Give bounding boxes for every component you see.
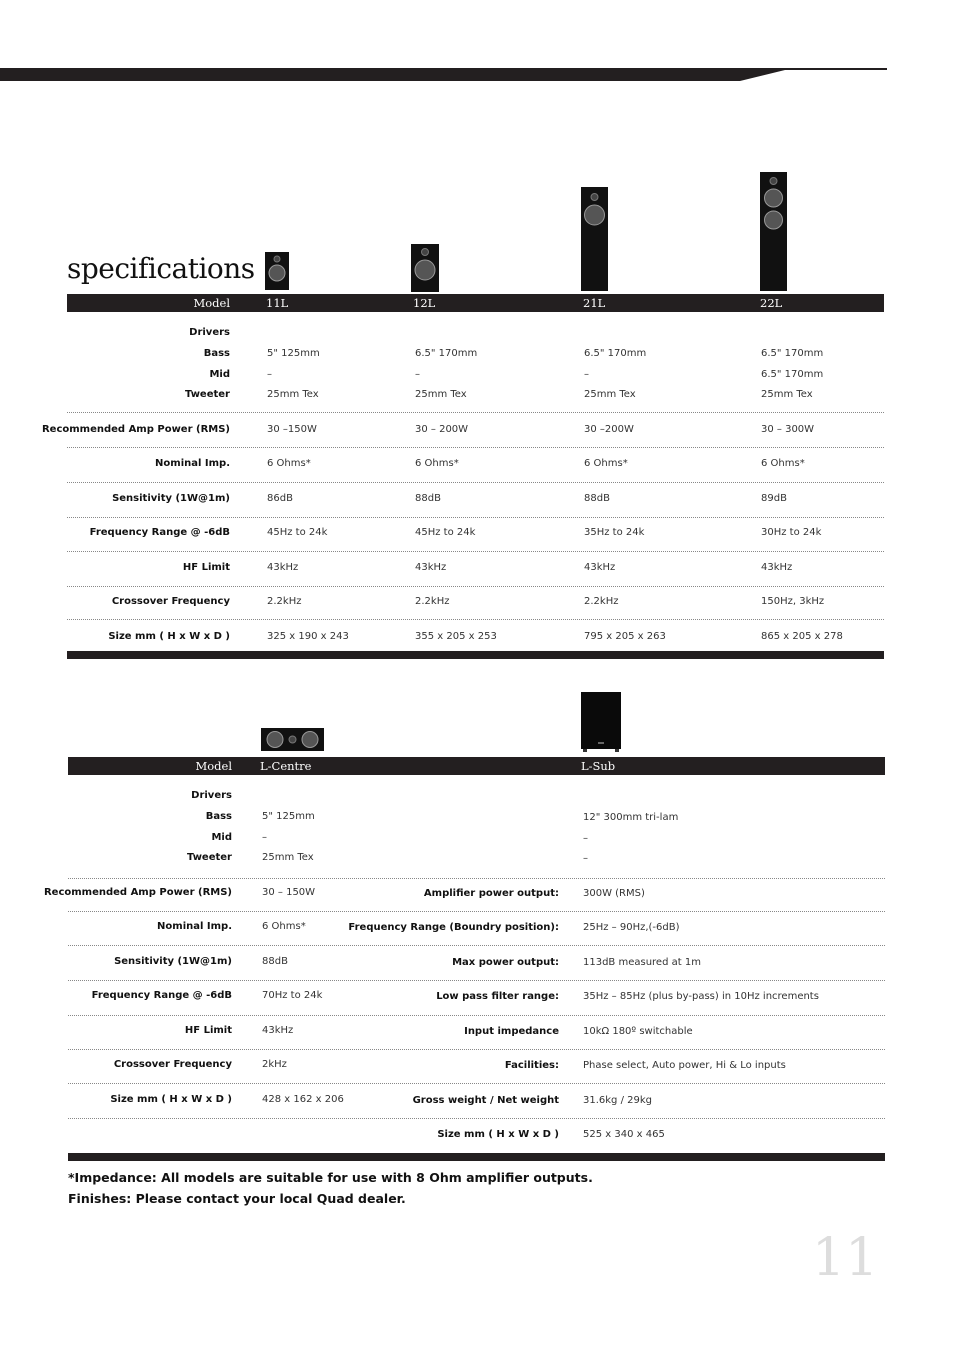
table1-row-label: Mid (209, 369, 230, 380)
speaker-lcentre-image (261, 728, 324, 751)
row-divider (67, 551, 884, 552)
table2-row-label: Size mm ( H x W x D ) (110, 1094, 232, 1105)
lsub-row-label: Frequency Range (Boundry position): (348, 922, 559, 933)
table2-row-label: Frequency Range @ -6dB (91, 990, 232, 1001)
lcentre-cell: 70Hz to 24k (262, 990, 323, 1001)
table1-cell: 30 –150W (267, 424, 317, 435)
drivers-label-2: Drivers (191, 790, 232, 801)
lsub-cell: – (583, 853, 588, 864)
model-label: Model (193, 296, 230, 310)
model-lsub: L-Sub (581, 759, 616, 773)
table1-header (67, 294, 884, 312)
lsub-cell: 525 x 340 x 465 (583, 1129, 665, 1140)
table1-cell: 30 – 200W (415, 424, 469, 435)
table1-cell: 6.5" 170mm (584, 348, 647, 359)
model-12l: 12L (413, 296, 436, 310)
table1-cell: 795 x 205 x 263 (584, 631, 666, 642)
table2-row-label: Nominal Imp. (157, 921, 232, 932)
table1-cell: 88dB (584, 493, 610, 504)
table1-cell: 5" 125mm (267, 348, 320, 359)
table1-cell: – (584, 369, 589, 380)
table1-cell: 25mm Tex (415, 389, 467, 400)
lcentre-cell: 43kHz (262, 1025, 294, 1036)
model-label-2: Model (195, 759, 232, 773)
row-divider (67, 586, 884, 587)
lsub-cell: 10kΩ 180º switchable (583, 1026, 693, 1037)
lsub-cell: – (583, 833, 588, 844)
table2-row-label: Crossover Frequency (113, 1059, 232, 1070)
table1-cell: 43kHz (761, 562, 793, 573)
lsub-row-label: Amplifier power output: (423, 888, 559, 899)
lsub-cell: 31.6kg / 29kg (583, 1095, 652, 1106)
impedance-note: *Impedance: All models are suitable for use with 8 Ohm amplifier outputs. (68, 1170, 593, 1185)
table1-cell: 43kHz (584, 562, 616, 573)
table1-cell: 6.5" 170mm (415, 348, 478, 359)
model-11l: 11L (266, 296, 289, 310)
table1-row-label: Bass (203, 348, 230, 359)
table1-cell: 35Hz to 24k (584, 527, 645, 538)
lsub-cell: 35Hz – 85Hz (plus by-pass) in 10Hz increments (583, 991, 819, 1002)
table2-header (68, 757, 885, 775)
table1-cell: 43kHz (267, 562, 299, 573)
lcentre-cell: 30 – 150W (262, 887, 316, 898)
table1-cell: – (415, 369, 420, 380)
table1-bottom-rule (67, 651, 884, 659)
lcentre-cell: 428 x 162 x 206 (262, 1094, 344, 1105)
speaker-lsub-image (581, 692, 621, 752)
lsub-row-label: Max power output: (452, 957, 559, 968)
table1-cell: 6 Ohms* (761, 458, 805, 469)
table1-cell: 25mm Tex (761, 389, 813, 400)
model-22l: 22L (760, 296, 783, 310)
lcentre-cell: 2kHz (262, 1059, 287, 1070)
lcentre-cell: 25mm Tex (262, 852, 314, 863)
table1-cell: 6 Ohms* (267, 458, 311, 469)
row-divider (67, 619, 884, 620)
table1-row-label: HF Limit (182, 562, 230, 573)
table1-cell: 355 x 205 x 253 (415, 631, 497, 642)
row-divider (68, 878, 885, 879)
row-divider (68, 1083, 885, 1084)
table2-row-label: Bass (205, 811, 232, 822)
table1-cell: 30Hz to 24k (761, 527, 822, 538)
top-banner-bar (0, 68, 887, 81)
row-divider (68, 945, 885, 946)
lsub-cell: 300W (RMS) (583, 888, 645, 899)
table2-row-label: Recommended Amp Power (RMS) (43, 887, 232, 898)
table1-cell: 6 Ohms* (584, 458, 628, 469)
table2-row-label: HF Limit (184, 1025, 232, 1036)
lcentre-cell: – (262, 832, 267, 843)
table1-cell: 6.5" 170mm (761, 348, 824, 359)
table1-cell: 6 Ohms* (415, 458, 459, 469)
row-divider (67, 482, 884, 483)
lsub-row-label: Facilities: (504, 1060, 559, 1071)
lsub-row-label: Low pass filter range: (436, 991, 559, 1002)
table1-row-label: Nominal Imp. (155, 458, 230, 469)
table1-cell: 86dB (267, 493, 293, 504)
table1-cell: 2.2kHz (415, 596, 450, 607)
page-title: specifications (67, 252, 255, 285)
speaker-22l-image (760, 172, 787, 291)
row-divider (68, 1118, 885, 1119)
row-divider (68, 911, 885, 912)
table1-cell: 45Hz to 24k (415, 527, 476, 538)
table1-cell: 865 x 205 x 278 (761, 631, 843, 642)
lsub-row-label: Size mm ( H x W x D ) (437, 1129, 559, 1140)
page-number: 11 (812, 1228, 879, 1288)
lsub-cell: Phase select, Auto power, Hi & Lo inputs (583, 1060, 786, 1071)
table1-row-label: Frequency Range @ -6dB (89, 527, 230, 538)
lsub-cell: 113dB measured at 1m (583, 957, 701, 968)
drivers-label: Drivers (189, 327, 230, 338)
table2-row-label: Sensitivity (1W@1m) (114, 956, 232, 967)
table1-row-label: Tweeter (184, 389, 230, 400)
table2-bottom-rule (68, 1153, 885, 1161)
row-divider (68, 1049, 885, 1050)
model-21l: 21L (583, 296, 606, 310)
table1-cell: 6.5" 170mm (761, 369, 824, 380)
table1-row-label: Size mm ( H x W x D ) (108, 631, 230, 642)
table1-cell: 2.2kHz (584, 596, 619, 607)
table1-cell: 30 –200W (584, 424, 634, 435)
table1-cell: 88dB (415, 493, 441, 504)
table1-cell: 45Hz to 24k (267, 527, 328, 538)
table1-cell: – (267, 369, 272, 380)
row-divider (67, 412, 884, 413)
table1-cell: 325 x 190 x 243 (267, 631, 349, 642)
table1-cell: 30 – 300W (761, 424, 815, 435)
lsub-row-label: Input impedance (464, 1026, 559, 1037)
lsub-cell: 25Hz – 90Hz,(-6dB) (583, 922, 680, 933)
table1-row-label: Recommended Amp Power (RMS) (41, 424, 230, 435)
row-divider (68, 1015, 885, 1016)
finishes-note: Finishes: Please contact your local Quad dealer. (68, 1191, 406, 1206)
table1-row-label: Sensitivity (1W@1m) (112, 493, 230, 504)
speaker-11l-image (265, 252, 289, 290)
row-divider (67, 517, 884, 518)
speaker-12l-image (411, 244, 439, 292)
table1-cell: 89dB (761, 493, 787, 504)
lcentre-cell: 6 Ohms* (262, 921, 306, 932)
model-lcentre: L-Centre (260, 759, 312, 773)
table2-row-label: Tweeter (186, 852, 232, 863)
table1-cell: 43kHz (415, 562, 447, 573)
table1-cell: 150Hz, 3kHz (761, 596, 825, 607)
table2-row-label: Mid (211, 832, 232, 843)
table1-cell: 25mm Tex (584, 389, 636, 400)
speaker-21l-image (581, 187, 608, 291)
lcentre-cell: 88dB (262, 956, 288, 967)
lsub-cell: 12" 300mm tri-lam (583, 812, 679, 823)
table1-cell: 25mm Tex (267, 389, 319, 400)
table1-row-label: Crossover Frequency (111, 596, 230, 607)
lcentre-cell: 5" 125mm (262, 811, 315, 822)
row-divider (68, 980, 885, 981)
row-divider (67, 447, 884, 448)
lsub-row-label: Gross weight / Net weight (412, 1095, 559, 1106)
table1-cell: 2.2kHz (267, 596, 302, 607)
